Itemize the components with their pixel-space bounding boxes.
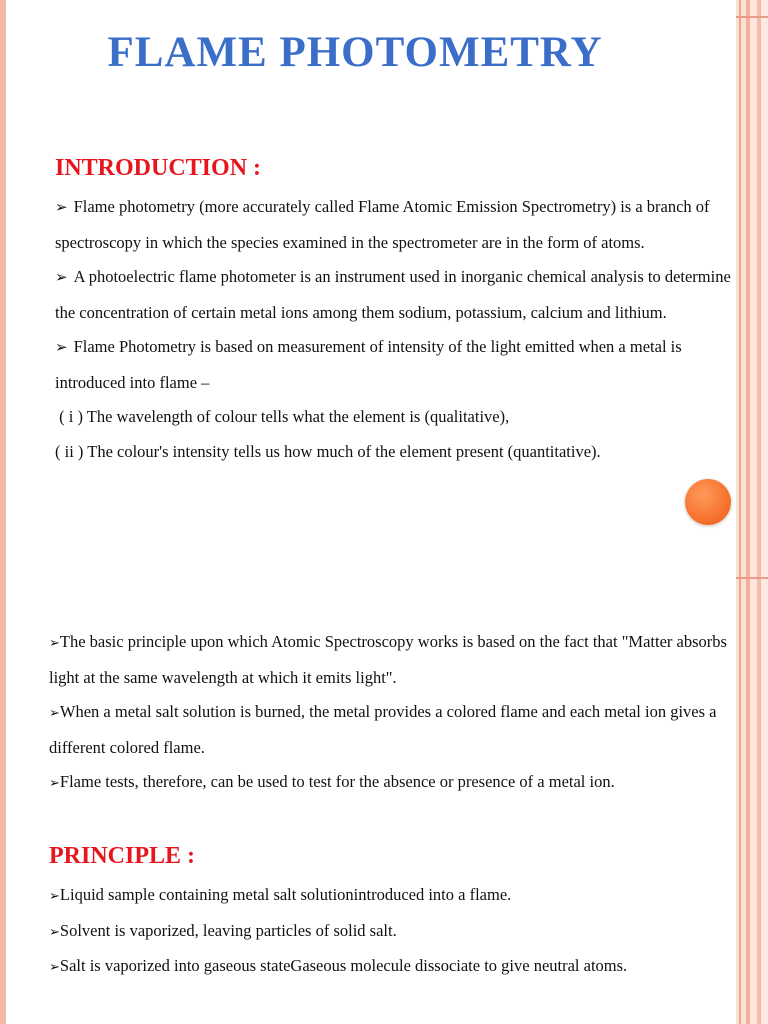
arrow-bullet-icon: ➢ [49, 705, 60, 720]
introduction-heading: INTRODUCTION : [55, 155, 262, 181]
list-item: ➢ A photoelectric flame photometer is an instrument used in inorganic chemical analysis to determine the concentration of certain metal ions among them sodium, potassium, calcium and lithium. [55, 267, 731, 322]
basic-principle-body [49, 625, 739, 801]
orange-circle-decoration [685, 479, 731, 525]
arrow-bullet-icon: ➢ [49, 923, 60, 939]
principle-heading: PRINCIPLE : [49, 843, 196, 869]
arrow-bullet-icon: ➢ [49, 888, 60, 903]
list-item: ➢ Flame Photometry is based on measurement of intensity of the light emitted when a metal is introduced into flame – [55, 337, 682, 392]
list-item: ➢Liquid sample containing metal salt solutionintroduced into a flame. [49, 885, 512, 904]
arrow-bullet-icon: ➢ [49, 775, 60, 790]
stripe-divider [736, 577, 768, 579]
left-border [0, 0, 6, 1024]
arrow-bullet-icon: ➢ [55, 340, 68, 356]
arrow-bullet-icon: ➢ [55, 200, 68, 216]
sub-item: ( ii ) The colour's intensity tells us how much of the element present (quantitative). [55, 441, 601, 461]
list-item: ➢Flame tests, therefore, can be used to test for the absence or presence of a metal ion. [49, 772, 615, 791]
arrow-bullet-icon: ➢ [49, 959, 60, 974]
arrow-bullet-icon: ➢ [55, 270, 68, 286]
list-item: ➢Solvent is vaporized, leaving particles of solid salt. [49, 920, 397, 940]
page-title: FLAME PHOTOMETRY [107, 29, 603, 76]
list-item: ➢Salt is vaporized into gaseous stateGaseous molecule dissociate to give neutral atoms. [49, 956, 628, 975]
list-item: ➢When a metal salt solution is burned, the metal provides a colored flame and each metal ion gives a different colored flame. [49, 702, 717, 757]
right-decorative-stripes [736, 0, 768, 1024]
sub-item: ( i ) The wavelength of colour tells what the element is (qualitative), [55, 407, 510, 426]
arrow-bullet-icon: ➢ [49, 635, 60, 650]
list-item: ➢ Flame photometry (more accurately called Flame Atomic Emission Spectrometry) is a branch of spectroscopy in which the species examined in the spectrometer are in the form of atoms. [55, 197, 710, 252]
list-item: ➢The basic principle upon which Atomic Spectroscopy works is based on the fact that "Matter absorbs light at the same wavelength at which it emits light". [49, 632, 727, 687]
stripe-divider [736, 16, 768, 18]
principle-body [49, 878, 739, 985]
introduction-body [55, 190, 735, 469]
